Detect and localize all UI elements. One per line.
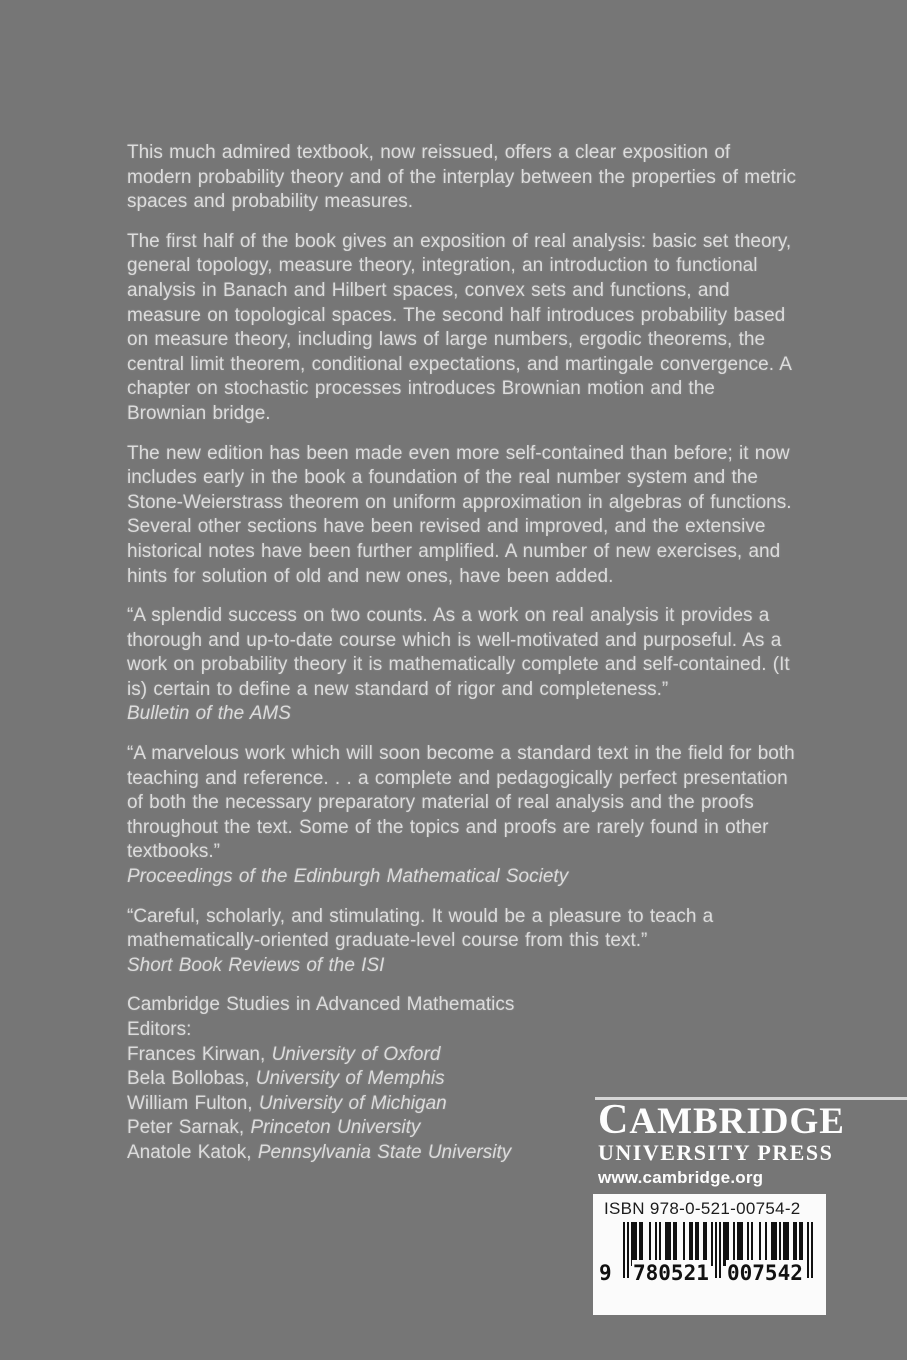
editor-name: Bela Bollobas,: [127, 1068, 250, 1090]
publisher-website: www.cambridge.org: [598, 1168, 764, 1187]
series-editors-label: Editors:: [127, 1019, 192, 1040]
review-source: Short Book Reviews of the ISI: [127, 954, 385, 976]
review-quote: “Careful, scholarly, and stimulating. It would be a pleasure to teach a mathematically-oriented graduate-level course from this text.”: [127, 905, 714, 952]
isbn-label: ISBN 978-0-521-00754-2: [604, 1199, 801, 1218]
review-source: Bulletin of the AMS: [127, 703, 291, 725]
publisher-logo: [598, 1097, 907, 1190]
series-title: Cambridge Studies in Advanced Mathematics: [127, 994, 515, 1016]
barcode-digit-group-right: 007542: [727, 1261, 803, 1285]
editor-affiliation: Pennsylvania State University: [257, 1141, 512, 1163]
review-quote: “A splendid success on two counts. As a work on real analysis it provides a thorough and up-to-date course which is well-motivated and purposeful. As a work on probability theory it is mathematically complete and self-contained. (It is) certain to define a new standard of rigor and completeness.”: [127, 605, 790, 700]
editor-name: William Fulton,: [127, 1092, 253, 1114]
description-paragraph: The new edition has been made even more self-contained than before; it now includes early in the book a foundation of the real number system and the Stone-Weierstrass theorem on uniform approximation in algebras of functions. Several other sections have been revised and improved, and the extensive historical notes have been further amplified. A number of new exercises, and hints for solution of old and new ones, have been added.: [127, 442, 792, 587]
review-source: Proceedings of the Edinburgh Mathematical Society: [127, 866, 569, 888]
editor-affiliation: Princeton University: [250, 1117, 421, 1139]
publisher-divider-rule: [595, 1097, 907, 1100]
editor-affiliation: University of Oxford: [271, 1043, 441, 1065]
description-paragraph: This much admired textbook, now reissued, offers a clear exposition of modern probability theory and of the interplay between the properties of metric spaces and probability measures.: [127, 142, 796, 213]
editor-name: Peter Sarnak,: [127, 1117, 245, 1139]
editor-affiliation: University of Michigan: [258, 1092, 447, 1114]
series-editor: [127, 1043, 799, 1068]
editor-affiliation: University of Memphis: [255, 1068, 445, 1090]
barcode-digit-lead: 9: [599, 1261, 612, 1285]
review-block: [127, 604, 799, 727]
series-editor: [127, 1067, 799, 1092]
review-block: [127, 742, 799, 890]
editor-name: Frances Kirwan,: [127, 1043, 266, 1065]
review-block: [127, 905, 799, 979]
barcode-digit-group-left: 780521: [633, 1261, 709, 1285]
isbn-barcode-panel: [593, 1194, 826, 1315]
publisher-wordmark-cambridge: CAMBRIDGE: [598, 1097, 845, 1143]
review-quote: “A marvelous work which will soon become a standard text in the field for both teaching and reference. . . a complete and pedagogically perfect presentation of both the necessary preparatory material of real analysis and the proofs throughout the text. Some of the topics and proofs are rarely found in other textbooks.”: [127, 743, 795, 863]
back-cover-text-column: [127, 141, 799, 1166]
description-paragraph: The first half of the book gives an exposition of real analysis: basic set theory, general topology, measure theory, integration, an introduction to functional analysis in Banach and Hilbert spaces, convex sets and functions, and measure on topological spaces. The second half introduces probability based on measure theory, including laws of large numbers, ergodic theorems, the central limit theorem, conditional expectations, and martingale convergence. A chapter on stochastic processes introduces Brownian motion and the Brownian bridge.: [127, 230, 792, 424]
barcode-digits: [593, 1260, 826, 1290]
publisher-wordmark-university-press: UNIVERSITY PRESS: [598, 1140, 834, 1165]
editor-name: Anatole Katok,: [127, 1141, 252, 1163]
